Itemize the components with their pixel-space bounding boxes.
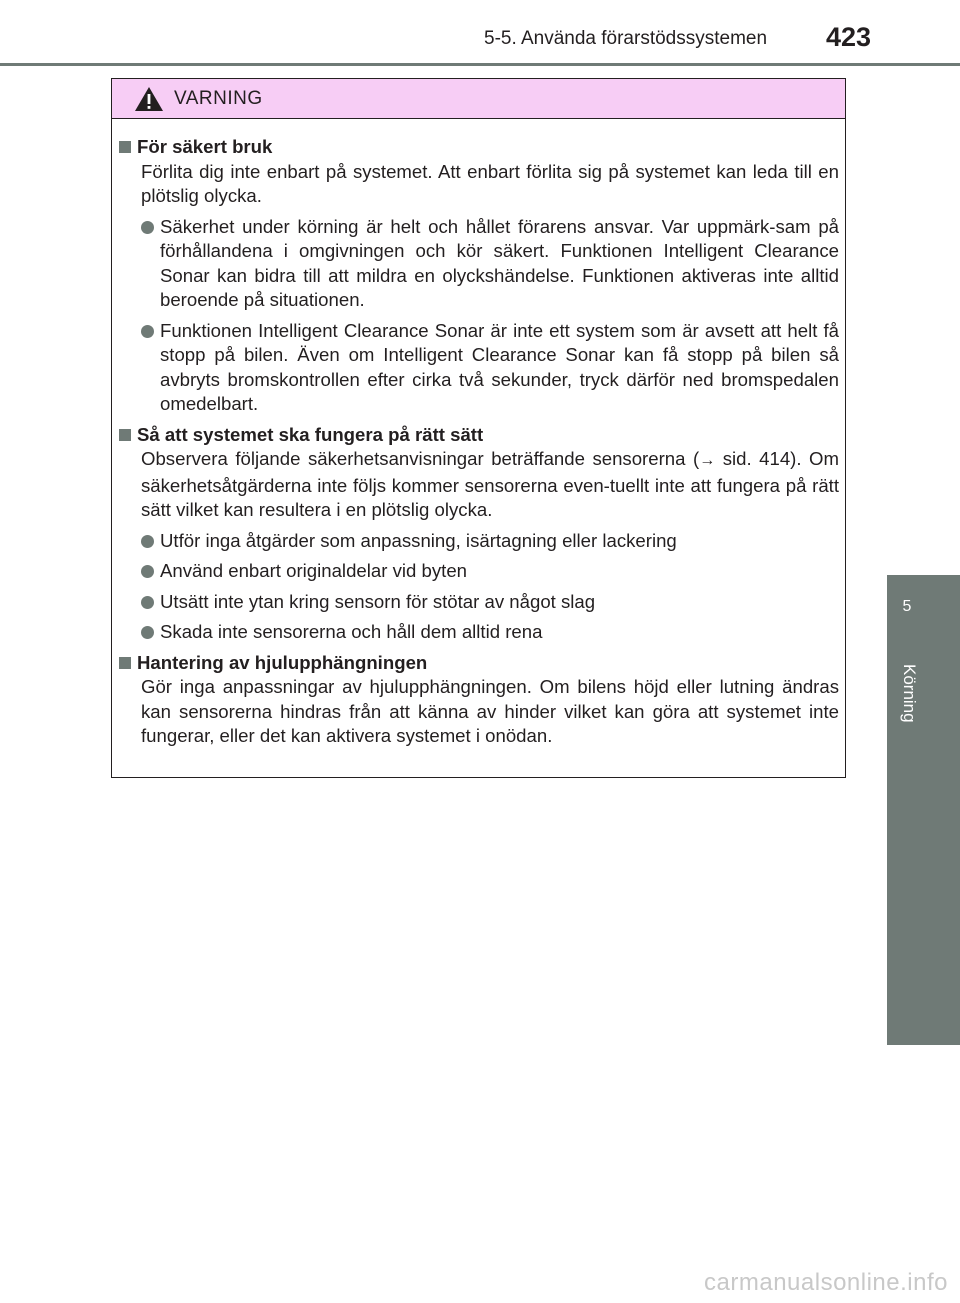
list-item xyxy=(141,529,839,554)
section-title: 5-5. Använda förarstödssystemen xyxy=(484,28,768,49)
list-item-text: Använd enbart originaldelar vid byten xyxy=(160,560,467,581)
circle-bullet-icon xyxy=(141,626,154,639)
page-number: 423 xyxy=(826,22,872,52)
header-divider xyxy=(0,63,960,66)
list-item xyxy=(141,319,839,417)
section-paragraph xyxy=(141,447,839,523)
chapter-name: Körning xyxy=(900,664,919,723)
chapter-tab xyxy=(887,575,960,1045)
circle-bullet-icon xyxy=(141,535,154,548)
watermark: carmanualsonline.info xyxy=(704,1269,948,1296)
paragraph-text-end: sid. 414). Om säkerhetsåtgärderna inte följs kommer sensorerna even-tuellt inte att fungera på rätt sätt vilket kan resultera i en plötslig olycka. xyxy=(141,448,840,520)
section-heading xyxy=(119,423,839,448)
section-heading-text: Så att systemet ska fungera på rätt sätt xyxy=(137,423,484,445)
section-heading-text: För säkert bruk xyxy=(137,136,273,157)
list-item xyxy=(141,559,839,584)
warning-body xyxy=(112,119,845,749)
list-item xyxy=(141,620,839,645)
circle-bullet-icon xyxy=(141,221,154,234)
section-heading xyxy=(119,135,839,160)
section-paragraph: Förlita dig inte enbart på systemet. Att enbart förlita sig på systemet kan leda till en plötslig olycka. xyxy=(141,160,839,206)
circle-bullet-icon xyxy=(141,596,154,609)
circle-bullet-icon xyxy=(141,565,154,578)
list-item xyxy=(141,590,839,615)
section-heading xyxy=(119,651,839,676)
warning-box xyxy=(111,78,846,778)
section-heading-text: Hantering av hjulupphängningen xyxy=(137,651,428,673)
square-bullet-icon xyxy=(119,657,131,669)
list-item xyxy=(141,215,839,313)
square-bullet-icon xyxy=(119,141,131,153)
list-item-text: Funktionen Intelligent Clearance Sonar är inte ett system som är avsett att helt få stopp på bilen. Även om Intelligent Clearance Sonar kan få stopp på bilen så avbryts bromskontrollen efter cirka två sekunder, tryck därför ned bromspedalen omedelbart. xyxy=(160,319,839,414)
square-bullet-icon xyxy=(119,429,131,441)
section-paragraph: Gör inga anpassningar av hjulupphängningen. Om bilens höjd eller lutning ändras kan sensorerna hindras från att känna av hinder vilket kan göra att systemet inte fungerar, eller det kan aktivera systemet i onödan. xyxy=(141,676,839,746)
list-item-text: Säkerhet under körning är helt och hållet förarens ansvar. Var uppmärk-sam på förhållandena i omgivningen och kör säkert. Funktionen Intelligent Clearance Sonar kan bidra till att mildra en olyckshändelse. Funktionen aktiveras inte alltid beroende på situationen. xyxy=(160,215,839,310)
warning-triangle-icon xyxy=(134,86,164,112)
list-item-text: Skada inte sensorerna och håll dem alltid rena xyxy=(160,621,543,642)
warning-header xyxy=(112,79,845,119)
arrow-right-icon: → xyxy=(699,452,716,469)
warning-title: VARNING xyxy=(174,87,263,109)
paragraph-text-start: Observera följande säkerhetsanvisningar beträffande sensorerna ( xyxy=(141,448,700,469)
circle-bullet-icon xyxy=(141,325,154,338)
list-item-text: Utför inga åtgärder som anpassning, isärtagning eller lackering xyxy=(160,529,677,551)
list-item-text: Utsätt inte ytan kring sensorn för stötar av något slag xyxy=(160,590,596,612)
chapter-number: 5 xyxy=(902,598,912,615)
